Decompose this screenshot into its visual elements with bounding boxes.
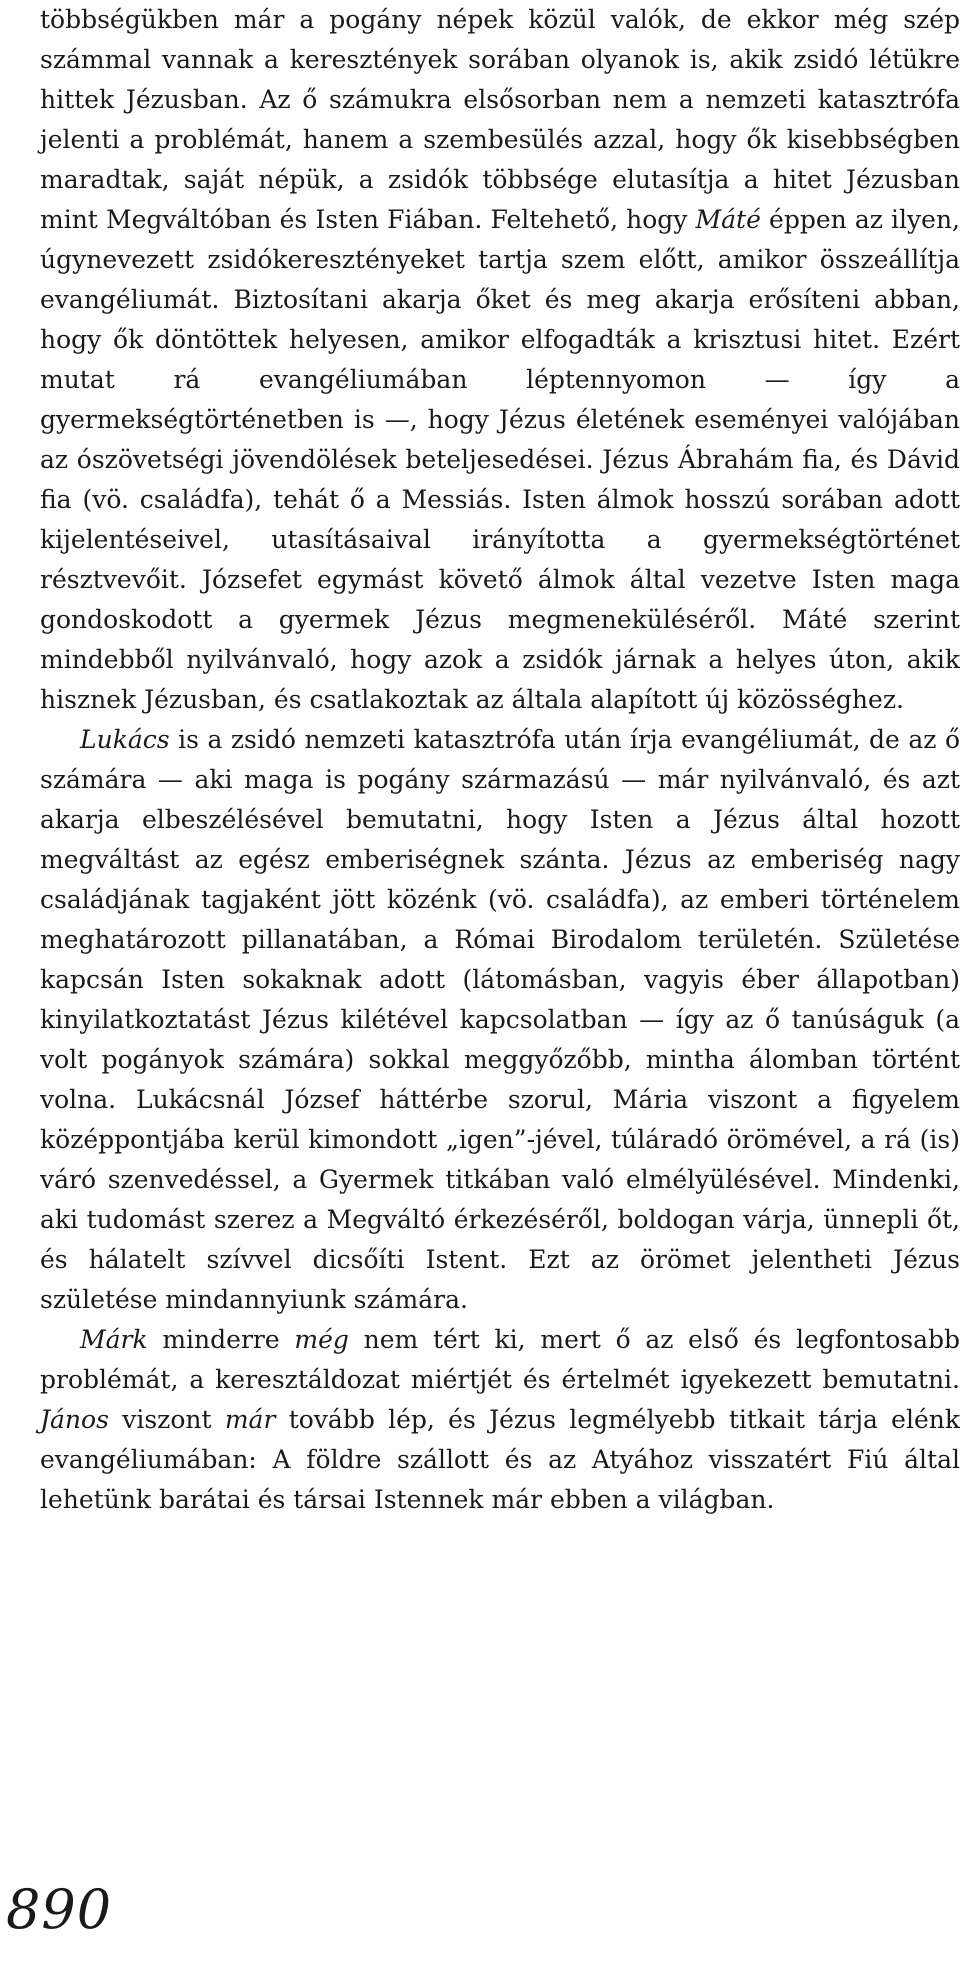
text-run: minderre bbox=[147, 1325, 295, 1354]
text-run: többségükben már a pogány népek közül valók, de ekkor még szép számmal vannak a keresztények sorában olyanok is, akik zsidó létükre hittek Jézusban. Az ő számukra elsősorban nem a nemzeti katasztrófa jelenti a problémát, hanem a szembesülés azzal, hogy ők kisebbségben maradtak, saját népük, a zsidók többsége elutasítja a hitet Jézusban mint Megváltóban és Isten Fiában. Feltehető, hogy bbox=[40, 5, 960, 234]
text-run: nem tért ki, mert ő az első és legfontosabb problémát, a keresztáldozat miértjét és értelmét igyekezett bemutatni. bbox=[40, 1325, 960, 1394]
italic-name: Lukács bbox=[80, 725, 170, 754]
body-text bbox=[40, 0, 960, 1520]
italic-name: Márk bbox=[80, 1325, 148, 1354]
paragraph-1 bbox=[40, 0, 960, 720]
italic-name: már bbox=[224, 1405, 276, 1434]
paragraph-2 bbox=[40, 720, 960, 1320]
paragraph-3 bbox=[40, 1320, 960, 1520]
page-number: 890 bbox=[6, 1878, 113, 1941]
text-run: éppen az ilyen, úgynevezett zsidókeresztényeket tartja szem előtt, amikor összeállítja evangéliumát. Biztosítani akarja őket és meg akarja erősíteni abban, hogy ők döntöttek helyesen, amikor elfogadták a krisztusi hitet. Ezért mutat rá evangéliumában léptennyomon — így a gyermekségtörténetben is —, hogy Jézus életének eseményei valójában az ószövetségi jövendölések beteljesedései. Jézus Ábrahám fia, és Dávid fia (vö. családfa), tehát ő a Messiás. Isten álmok hosszú sorában adott kijelentéseivel, utasításaival irányította a gyermekségtörténet résztvevőit. Józsefet egymást követő álmok által vezetve Isten maga gondoskodott a gyermek Jézus megmeneküléséről. Máté szerint mindebből nyilvánvaló, hogy azok a zsidók járnak a helyes úton, akik hisznek Jézusban, és csatlakoztak az általa alapított új közösséghez. bbox=[40, 205, 960, 714]
italic-name: még bbox=[294, 1325, 349, 1354]
text-run: viszont bbox=[108, 1405, 225, 1434]
italic-name: Máté bbox=[695, 205, 761, 234]
text-run: tovább lép, és Jézus legmélyebb titkait tárja elénk evangéliumában: A földre szállott és az Atyához visszatért Fiú által lehetünk barátai és társai Istennek már ebben a világban. bbox=[40, 1405, 960, 1514]
text-run: is a zsidó nemzeti katasztrófa után írja evangéliumát, de az ő számára — aki maga is pogány származású — már nyilvánvaló, és azt akarja elbeszélésével bemutatni, hogy Isten a Jézus által hozott megváltást az egész emberiségnek szánta. Jézus az emberiség nagy családjának tagjaként jött közénk (vö. családfa), az emberi történelem meghatározott pillanatában, a Római Birodalom területén. Születése kapcsán Isten sokaknak adott (látomásban, vagyis éber állapotban) kinyilatkoztatást Jézus kilétével kapcsolatban — így az ő tanúságuk (a volt pogányok számára) sokkal meggyőzőbb, mintha álomban történt volna. Lukácsnál József háttérbe szorul, Mária viszont a figyelem középpontjába kerül kimondott „igen”-jével, túláradó örömével, a rá (is) váró szenvedéssel, a Gyermek titkában való elmélyülésével. Mindenki, aki tudomást szerez a Megváltó érkezéséről, boldogan várja, ünnepli őt, és hálatelt szívvel dicsőíti Istent. Ezt az örömet jelentheti Jézus születése mindannyiunk számára. bbox=[40, 725, 960, 1314]
italic-name: János bbox=[40, 1405, 109, 1434]
